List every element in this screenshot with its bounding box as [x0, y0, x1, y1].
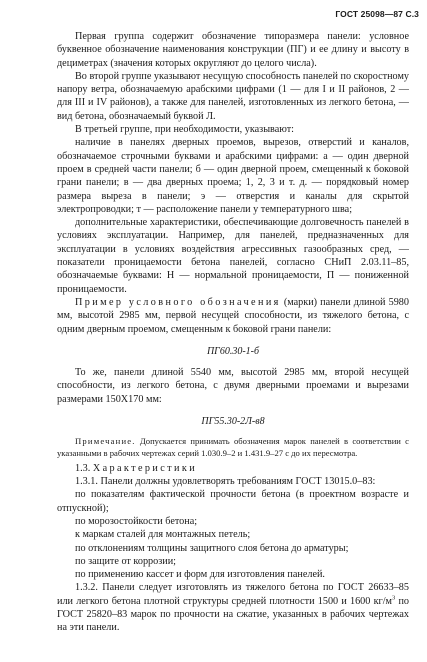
- section-title: Характеристики: [92, 462, 198, 474]
- note-text: Допускается принимать обозначения марок панелей в соответствии с указанными в рабочих чертежах серий 1.030.9–2 и 1.431.9–27 с до их пересмотра.: [57, 436, 409, 458]
- paragraph-openings: наличие в панелях дверных проемов, вырезов, отверстий и каналов, обозначаемое строчными буквами и арабскими цифрами: а — один дверной проем в средней части панели; б — один дверной проем, смещенный к боковой грани панели; в — два дверных проема; 1, 2, 3 и т. д. — порядковый номер размера выреза в панели; э — отверстия и каналы для скрытой электропроводки; т — расположение панели у температурного шва;: [57, 137, 409, 215]
- clause-1-3-2-text-a: 1.3.2. Панели следует изготовлять из тяжелого бетона по ГОСТ 26633–85 или легкого бетона плотной структуры средней плотности 1500 и 1600 кг/м: [57, 582, 409, 607]
- requirement-corrosion: по защите от коррозии;: [75, 555, 176, 567]
- section-number: 1.3.: [75, 462, 93, 474]
- paragraph-example-2: То же, панели длиной 5540 мм, высотой 2985 мм, второй несущей способности, из легкого бетона, с двумя дверными проемами и вырезами размерами 150Х170 мм:: [57, 367, 409, 405]
- paragraph-second-group: Во второй группе указывают несущую способность панелей по скоростному напору ветра, обозначаемую арабскими цифрами (1 — для I и II районов, 2 — для III и IV районов), а также для панелей, изготовленных из легкого бетона, — вид бетона, обозначаемый буквой Л.: [57, 70, 409, 122]
- paragraph-example: [57, 296, 409, 336]
- mark-code-2: ПГ55.30-2Л-в8: [201, 416, 265, 428]
- example-heading: Пример условного обозначения: [75, 296, 281, 308]
- document-body: [57, 30, 409, 635]
- requirement-cover: по отклонениям толщины защитного слоя бетона до арматуры;: [75, 542, 349, 554]
- example-text: (марки) панели длиной 5980 мм, высотой 2985 мм, первой несущей способности, из тяжелого бетона, с одним дверным проемом, смещенным к боковой грани панели:: [57, 296, 409, 335]
- page-header: ГОСТ 25098—87 С.3: [335, 9, 419, 19]
- note: [57, 436, 409, 458]
- requirement-forms: по применению кассет и форм для изготовления панелей.: [75, 569, 325, 581]
- note-label: Примечание.: [75, 436, 136, 447]
- clause-1-3-1: 1.3.1. Панели должны удовлетворять требованиям ГОСТ 13015.0–83:: [75, 476, 376, 488]
- requirement-strength: по показателям фактической прочности бетона (в проектном возрасте и отпускной);: [57, 489, 409, 514]
- requirement-steel: к маркам сталей для монтажных петель;: [75, 529, 251, 541]
- clause-1-3-2-text-b: по ГОСТ 25820–83 марок по прочности на сжатие, указанных в рабочих чертежах на эти панели.: [57, 595, 409, 634]
- paragraph-first-group: Первая группа содержит обозначение типоразмера панели: условное буквенное обозначение наименования конструкции (ПГ) и ее длину и высоту в дециметрах (значения которых округляют до целого числа).: [57, 31, 409, 69]
- section-heading: [57, 462, 409, 475]
- mark-code-1: ПГ60.30-1-б: [206, 345, 260, 357]
- requirement-frost: по морозостойкости бетона;: [75, 515, 198, 527]
- clause-1-3-2: [57, 581, 409, 634]
- paragraph-third-group: В третьей группе, при необходимости, указывают:: [75, 124, 294, 136]
- superscript-3: 3: [391, 594, 396, 602]
- paragraph-durability: дополнительные характеристики, обеспечивающие долговечность панелей в условиях эксплуатации. Например, для панелей, предназначенных для эксплуатации в условиях воздействия агрессивных газообразных сред, — показатели проницаемости бетона панелей, согласно СНиП 2.03.11–85, обозначаемые буквами: Н — нормальной проницаемости, П — пониженной проницаемости.: [57, 217, 409, 295]
